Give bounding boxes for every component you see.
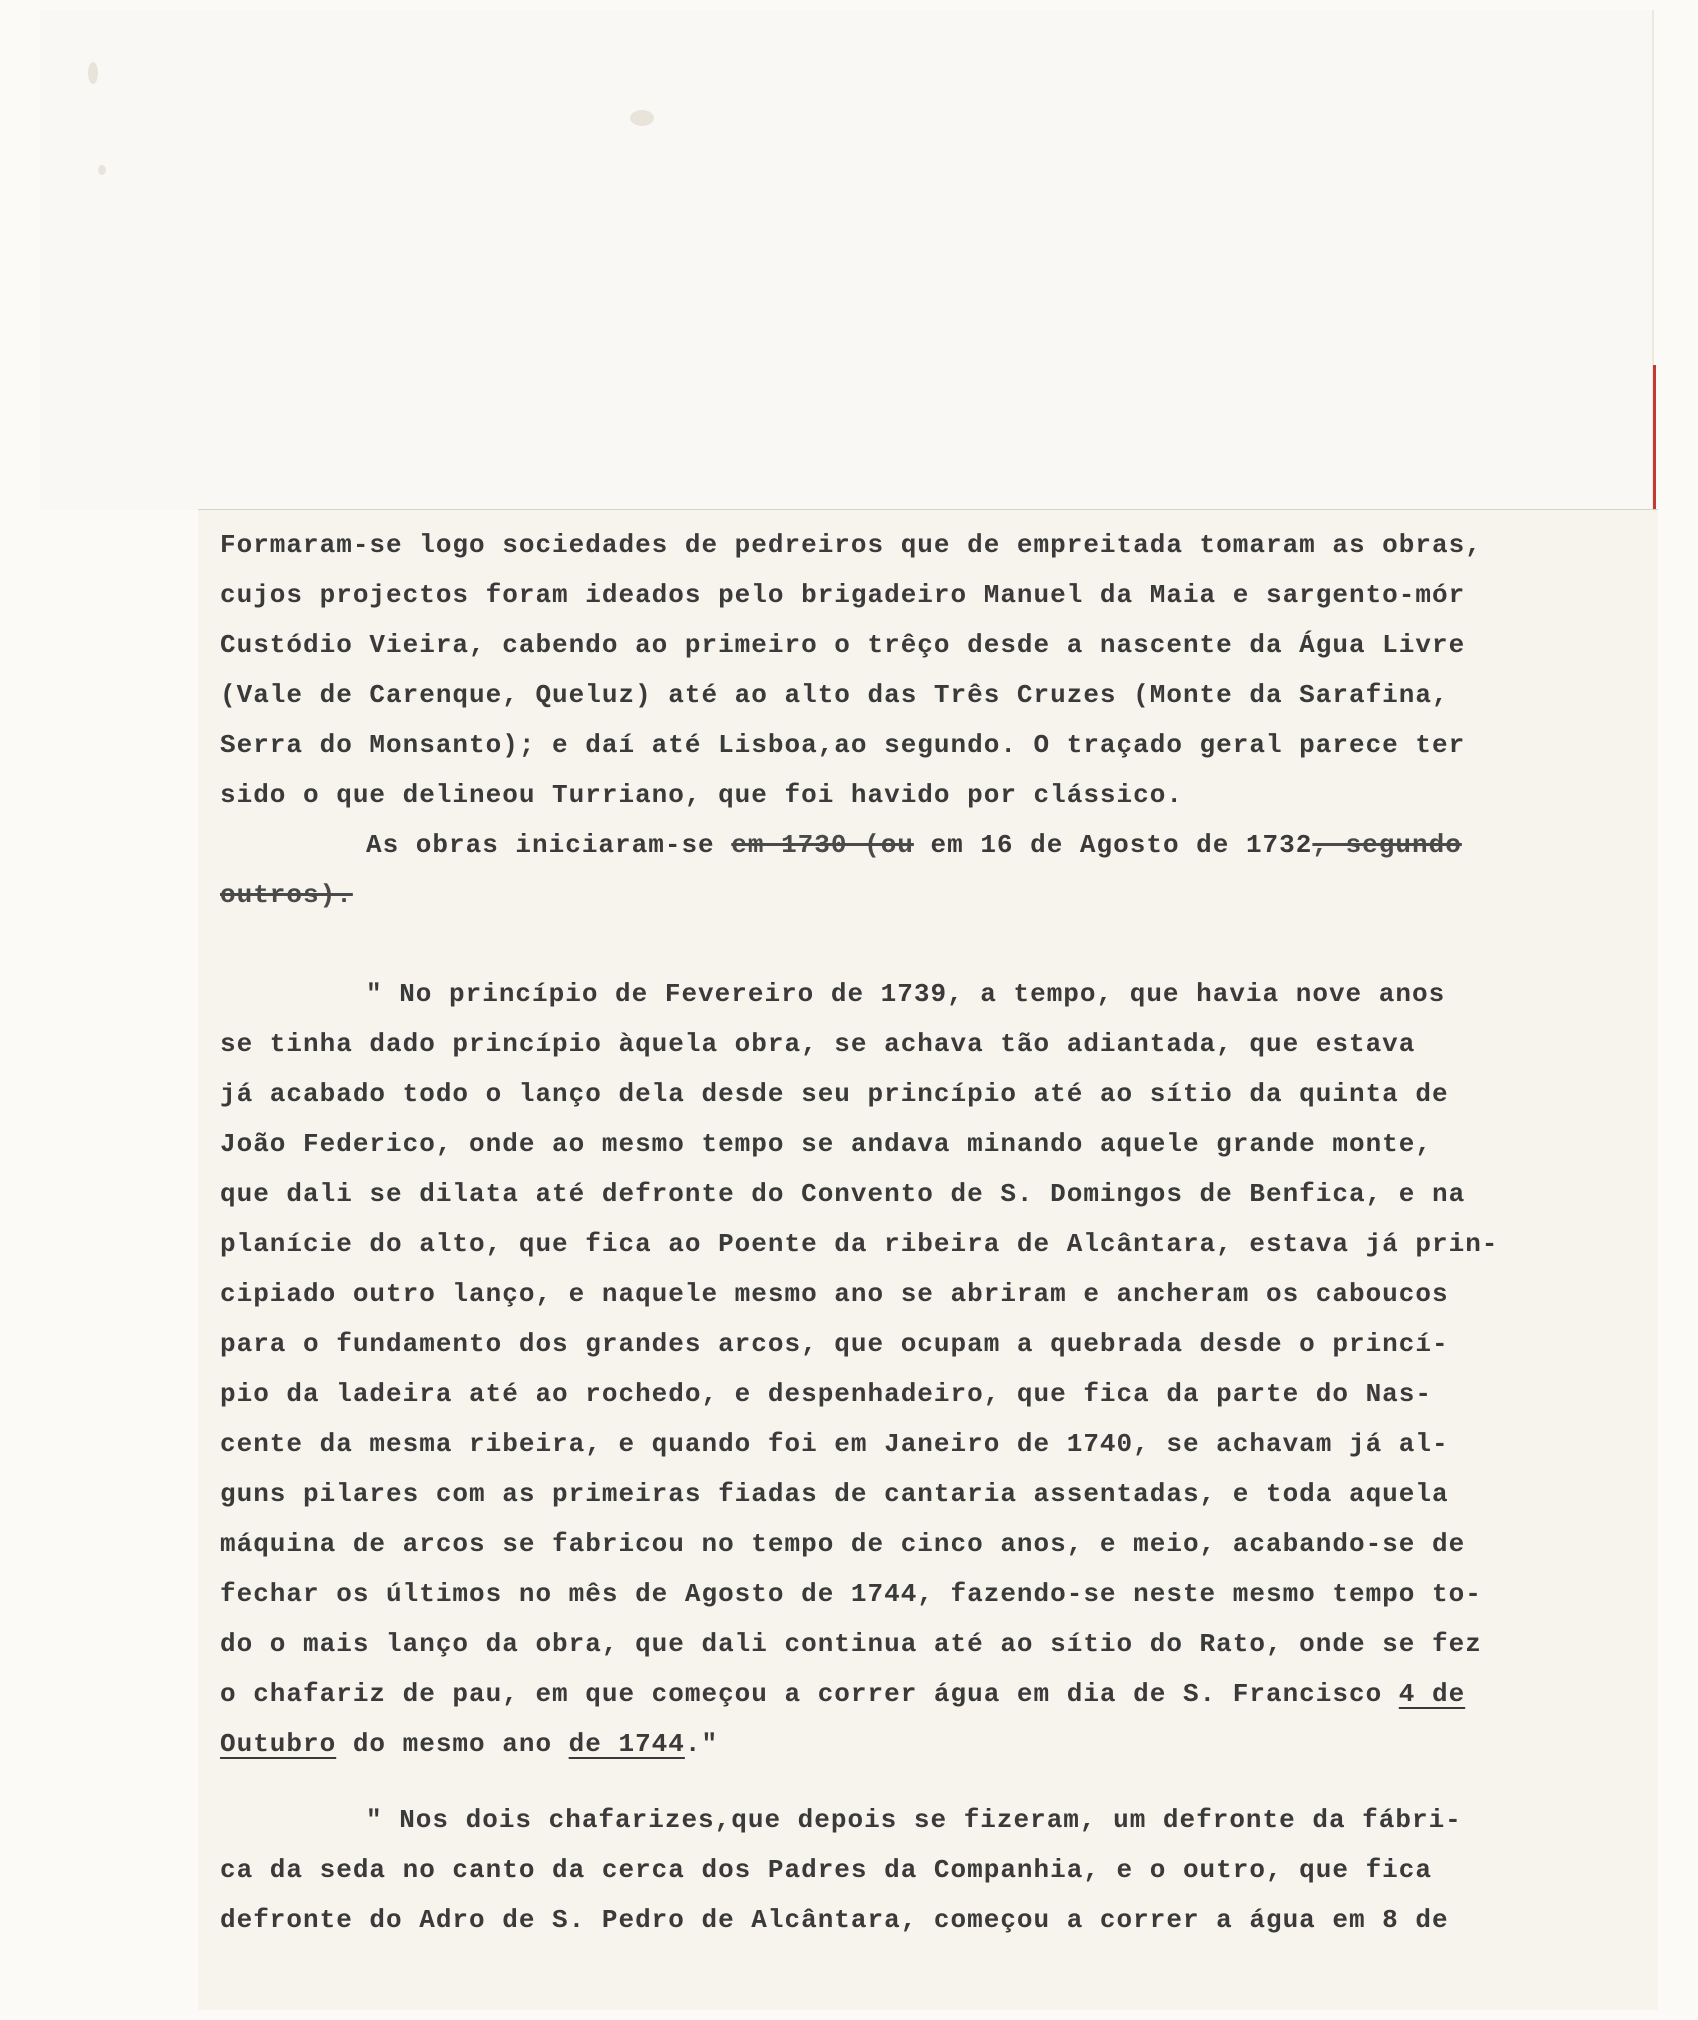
text-segment: As obras iniciaram-se: [366, 830, 732, 860]
struck-text: , segundo: [1312, 830, 1462, 860]
text-line: do o mais lanço da obra, que dali continua até ao sítio do Rato, onde se fez: [220, 1629, 1482, 1659]
text-line: se tinha dado princípio àquela obra, se achava tão adiantada, que estava: [220, 1029, 1416, 1059]
text-line: sido o que delineou Turriano, que foi havido por clássico.: [220, 780, 1183, 810]
text-line: [220, 820, 1640, 870]
text-segment: .": [684, 1729, 719, 1759]
spacer: [220, 920, 1640, 969]
text-line: cente da mesma ribeira, e quando foi em Janeiro de 1740, se achavam já al-: [220, 1429, 1449, 1459]
text-line: [220, 1669, 1640, 1719]
text-line: " Nos dois chafarizes,que depois se fizeram, um defronte da fábri-: [366, 1805, 1462, 1835]
text-line: [220, 870, 1640, 920]
paper-smudge: [98, 165, 106, 175]
typewritten-sheet: [198, 510, 1658, 2010]
paper-smudge: [630, 110, 654, 126]
text-line: cipiado outro lanço, e naquele mesmo ano se abriram e ancheram os caboucos: [220, 1279, 1449, 1309]
underlined-text: Outubro: [220, 1729, 337, 1759]
text-segment: em 16 de Agosto de 1732: [913, 830, 1313, 860]
text-line: (Vale de Carenque, Queluz) até ao alto das Três Cruzes (Monte da Sarafina,: [220, 680, 1449, 710]
text-line: Formaram-se logo sociedades de pedreiros que de empreitada tomaram as obras,: [220, 530, 1482, 560]
text-line: ca da seda no canto da cerca dos Padres da Companhia, e o outro, que fica: [220, 1855, 1432, 1885]
text-line: guns pilares com as primeiras fiadas de cantaria assentadas, e toda aquela: [220, 1479, 1449, 1509]
back-sheet: [40, 10, 1654, 510]
text-line: planície do alto, que fica ao Poente da ribeira de Alcântara, estava já prin-: [220, 1229, 1499, 1259]
text-line: [220, 1719, 1640, 1769]
text-line: cujos projectos foram ideados pelo brigadeiro Manuel da Maia e sargento-mór: [220, 580, 1466, 610]
red-edge-mark: [1653, 365, 1656, 515]
text-line: João Federico, onde ao mesmo tempo se andava minando aquele grande monte,: [220, 1129, 1432, 1159]
text-line: " No princípio de Fevereiro de 1739, a tempo, que havia nove anos: [366, 979, 1446, 1009]
underlined-text: 4 de: [1398, 1679, 1466, 1709]
text-line: pio da ladeira até ao rochedo, e despenhadeiro, que fica da parte do Nas-: [220, 1379, 1432, 1409]
paper-smudge: [88, 62, 98, 84]
struck-text: outros).: [220, 880, 353, 910]
typed-text: [220, 520, 1640, 1945]
text-line: Custódio Vieira, cabendo ao primeiro o trêço desde a nascente da Água Livre: [220, 630, 1466, 660]
text-line: fechar os últimos no mês de Agosto de 1744, fazendo-se neste mesmo tempo to-: [220, 1579, 1482, 1609]
text-segment: do mesmo ano: [336, 1729, 569, 1759]
text-line: defronte do Adro de S. Pedro de Alcântara, começou a correr a água em 8 de: [220, 1905, 1449, 1935]
text-segment: o chafariz de pau, em que começou a correr água em dia de S. Francisco: [220, 1679, 1399, 1709]
underlined-text: de 1744: [568, 1729, 685, 1759]
text-line: que dali se dilata até defronte do Convento de S. Domingos de Benfica, e na: [220, 1179, 1466, 1209]
text-line: já acabado todo o lanço dela desde seu princípio até ao sítio da quinta de: [220, 1079, 1449, 1109]
struck-text: em 1730 (ou: [731, 830, 914, 860]
text-line: para o fundamento dos grandes arcos, que ocupam a quebrada desde o princí-: [220, 1329, 1449, 1359]
text-line: máquina de arcos se fabricou no tempo de cinco anos, e meio, acabando-se de: [220, 1529, 1466, 1559]
spacer: [220, 1769, 1640, 1795]
text-line: Serra do Monsanto); e daí até Lisboa,ao segundo. O traçado geral parece ter: [220, 730, 1466, 760]
